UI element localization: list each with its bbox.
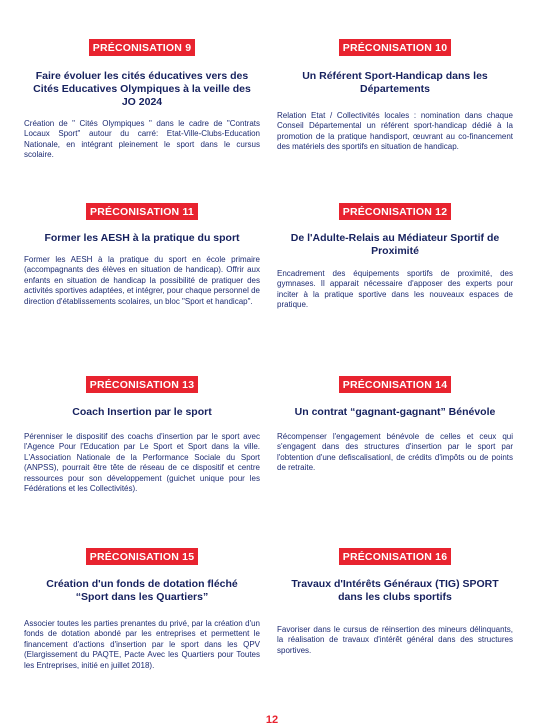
- preconisation-title: De l'Adulte-Relais au Médiateur Sportif de Proximité: [290, 232, 500, 257]
- preconisation-badge: PRÉCONISATION 15: [86, 548, 199, 565]
- preconisation-card-15: [24, 547, 260, 671]
- preconisation-card-11: [24, 202, 260, 307]
- preconisation-body: Pérenniser le dispositif des coachs d'insertion par le sport avec l'Agence Pour l'Education par Le Sport et Sport dans la ville. L'Association Nationale de la Performance Sociale du Sport (ANPSS), pourrait être tête de réseau de ce dispositif et centre ressources pour son développement (guichet unique pour les Fédérations et les Collectivités).: [24, 432, 260, 494]
- preconisation-card-12: [277, 202, 513, 311]
- preconisation-badge: PRÉCONISATION 16: [339, 548, 452, 565]
- preconisation-title: Un contrat “gagnant-gagnant” Bénévole: [294, 406, 496, 418]
- preconisation-card-14: [277, 375, 513, 474]
- preconisation-title: Faire évoluer les cités éducatives vers des Cités Educatives Olympiques à la veille des JO 2024: [33, 70, 251, 108]
- preconisation-badge: PRÉCONISATION 14: [339, 376, 452, 393]
- preconisation-body: Création de " Cités Olympiques " dans le cadre de "Contrats Locaux Sport" autour du carré: Etat-Ville-Clubs-Education Nationale, en intégrant pleinement le sport dans le cursus scolaire.: [24, 119, 260, 160]
- preconisation-body: Récompenser l'engagement bénévole de celles et ceux qui s'engagent dans des structures d'insertion par le sport par l'obtention d'une defiscalisationl, de crédits d'impôts ou de points de retraite.: [277, 432, 513, 473]
- preconisation-badge: PRÉCONISATION 13: [86, 376, 199, 393]
- preconisation-card-10: [277, 38, 513, 153]
- preconisation-title: Création d'un fonds de dotation fléché “Sport dans les Quartiers”: [46, 578, 238, 603]
- preconisation-badge: PRÉCONISATION 10: [339, 39, 452, 56]
- preconisation-body: Relation Etat / Collectivités locales : nomination dans chaque Conseil Départemental un référent sport-handicap dédié à la promotion de la pratique handisport, œuvrant au co-financement des matériels des sportifs en situation de handicap.: [277, 111, 513, 152]
- preconisation-title: Former les AESH à la pratique du sport: [44, 232, 240, 244]
- preconisation-title: Travaux d'Intérêts Généraux (TIG) SPORT dans les clubs sportifs: [291, 578, 499, 603]
- preconisation-title: Coach Insertion par le sport: [72, 406, 212, 418]
- preconisation-badge: PRÉCONISATION 11: [86, 203, 198, 220]
- preconisation-body: Encadrement des équipements sportifs de proximité, des gymnases. Il apparait nécessaire d'apposer des experts pour inciter à la pratique sportive dans les nouveaux espaces de pratique.: [277, 269, 513, 310]
- preconisation-title: Un Référent Sport-Handicap dans les Départements: [302, 70, 488, 95]
- page-number: 12: [265, 714, 279, 726]
- preconisation-body: Former les AESH à la pratique du sport en école primaire (accompagnants des élèves en situation de handicap). Offrir aux enfants en situation de handicap la possibilité de pratiquer des activités sportives adaptées, et intégrer, pour chaque personnel de direction d'établissements scolaires, un bloc "Sport et handicap".: [24, 255, 260, 306]
- preconisation-body: Associer toutes les parties prenantes du privé, par la création d'un fonds de dotation abondé par les entreprises et permettent le financement d'actions d'insertion par le sport dans les QPV (Elargissement du PAQTE, Pacte Avec les Quartiers pour Toutes les Entreprises, initié en juillet 2018).: [24, 619, 260, 670]
- preconisation-body: Favoriser dans le cursus de réinsertion des mineurs délinquants, la réalisation de travaux d'intérêt général dans des structures sportives.: [277, 625, 513, 655]
- preconisation-badge: PRÉCONISATION 9: [89, 39, 195, 56]
- preconisation-card-9: [24, 38, 260, 161]
- preconisation-card-16: [277, 547, 513, 656]
- preconisation-badge: PRÉCONISATION 12: [339, 203, 452, 220]
- preconisation-card-13: [24, 375, 260, 494]
